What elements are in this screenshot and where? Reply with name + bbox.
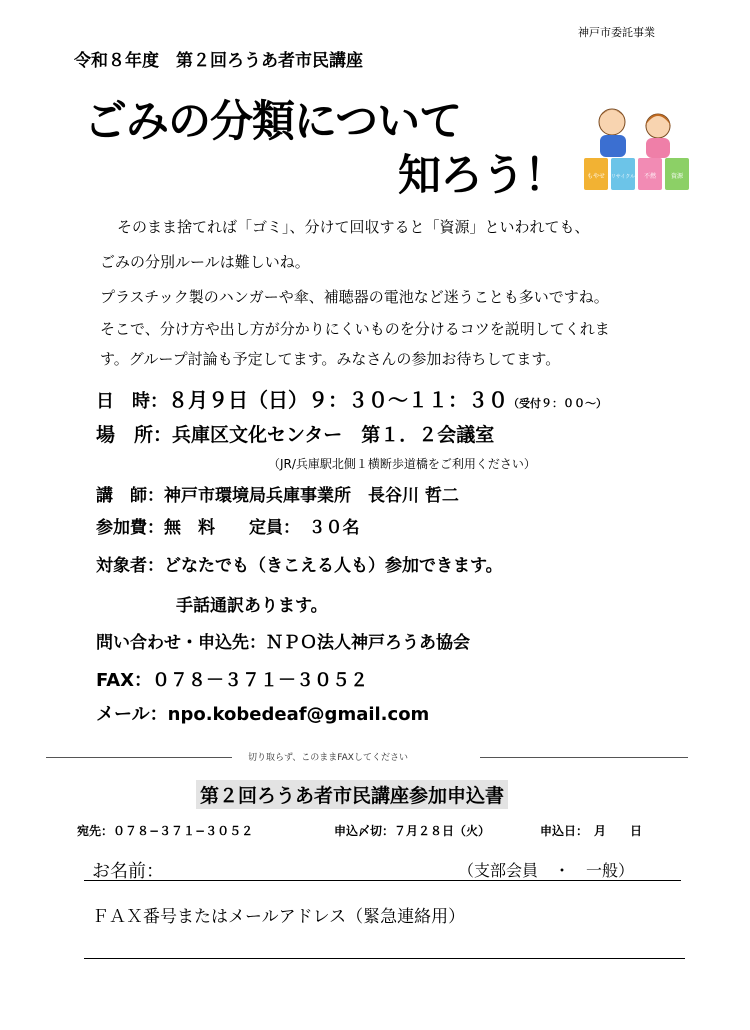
intro-line: す。グループ討論も予定してます。みなさんの参加お待ちしてます。 [100,350,561,368]
name-field-line[interactable] [84,880,681,881]
email-address: メール：npo.kobedeaf@gmail.com [96,704,430,725]
name-field-label: お名前： [92,861,164,882]
lecturer-info: 講 師：神戸市環境局兵庫事業所 長谷川 哲二 [96,486,459,506]
form-fax-destination: 宛先：０７８−３７１−３０５２ [77,824,254,838]
contact-field-label: ＦＡＸ番号またはメールアドレス（緊急連絡用） [92,907,466,927]
fax-number: FAX：０７８－３７１－３０５２ [96,670,369,691]
main-title-line2: 知ろう！ [398,151,566,201]
sign-language-note: 手話通訳あります。 [176,596,328,616]
intro-line: ごみの分別ルールは難しいね。 [100,253,310,271]
intro-line: プラスチック製のハンガーや傘、補聴器の電池など迷うことも多いですね。 [100,288,609,306]
cut-line-note: 切り取らず、このままFAXしてください [248,753,408,763]
audience-info: 対象者：どなたでも（きこえる人も）参加できます。 [96,556,503,576]
intro-line: そこで、分け方や出し方が分かりにくいものを分けるコツを説明してくれま [100,320,610,338]
application-form-title: 第２回ろうあ者市民講座参加申込書 [196,780,508,809]
venue-label: 場 所： [96,424,173,446]
commission-note: 神戸市委託事業 [578,26,655,39]
bin-label-recycle: リサイクル [610,174,636,180]
cut-line-left [46,757,232,758]
date-value: ８月９日（日）９：３０〜１１：３０ [168,388,508,412]
main-title-line1: ごみの分類について [84,97,462,147]
form-deadline: 申込〆切：７月２８日（火） [334,824,491,838]
reception-time: （受付９：００〜） [508,397,607,410]
bin-label-nonburnable: 不燃 [643,173,657,180]
event-date [96,384,607,413]
contact-field-line[interactable] [84,958,685,959]
bin-label-resource: 資源 [670,173,684,180]
fee-capacity-info: 参加費：無 料 定員： ３０名 [96,518,360,538]
member-type-choice[interactable]: （支部会員 ・ 一般） [458,861,635,880]
venue-value: 兵庫区文化センター 第１．２会議室 [172,424,495,446]
event-venue [96,420,494,447]
intro-line: そのまま捨てれば「ゴミ」、分けて回収すると「資源」といわれても、 [117,218,590,236]
venue-access-note: （JR/兵庫駅北側１横断歩道橋をご利用ください） [268,457,536,471]
bin-label-burnable: もやせ [586,173,606,180]
cut-line-right [480,757,688,758]
date-label: 日 時： [96,391,168,412]
form-application-date[interactable]: 申込日： 月 日 [540,824,643,838]
contact-info: 問い合わせ・申込先：ＮＰＯ法人神戸ろうあ協会 [96,633,470,653]
recycling-kids-illustration [582,100,692,192]
series-title: 令和８年度 第２回ろうあ者市民講座 [74,51,363,71]
